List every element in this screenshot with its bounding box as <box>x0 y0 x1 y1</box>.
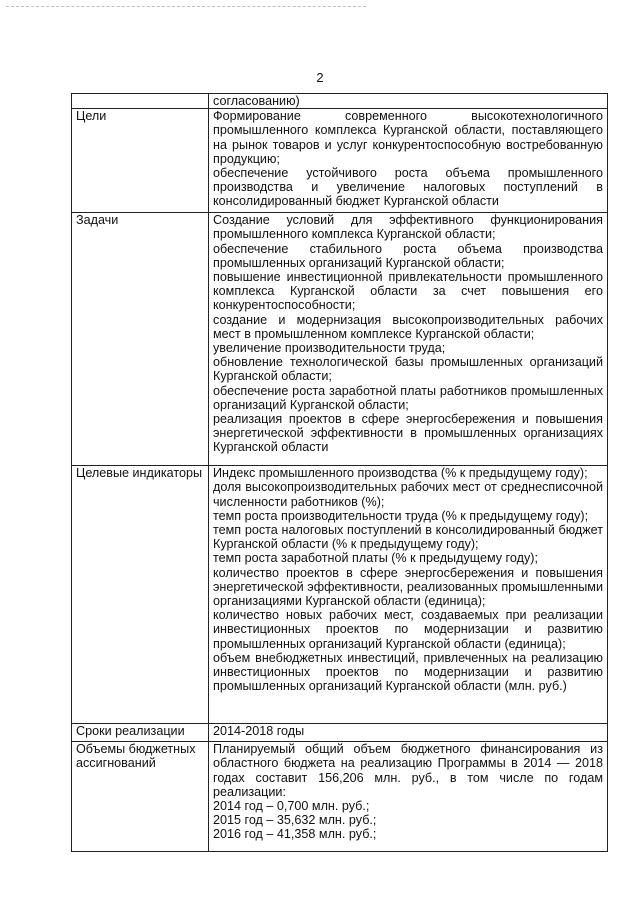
content-paragraph: Формирование современного высокотехнологичного промышленного комплекса Курганской области, поставляющего на рынок товаров и услуг конкурентоспособную востребованную продукцию; <box>213 109 603 166</box>
content-paragraph: темп роста производительности труда (% к предыдущему году); <box>213 508 589 523</box>
content-paragraph: обеспечение стабильного роста объема производства промышленных организаций Курганской области; <box>213 241 603 270</box>
table-row <box>72 94 608 109</box>
content-paragraph: обеспечение устойчивого роста объема промышленного производства и увеличение налоговых поступлений в консолидированный бюджет Курганской области <box>213 166 603 209</box>
row-content <box>209 466 608 724</box>
table-row <box>72 742 608 852</box>
table-row <box>72 466 608 724</box>
table-body <box>72 94 608 852</box>
content-paragraph: повышение инвестиционной привлекательности промышленного комплекса Курганской области за счет повышения его конкурентоспособности; <box>213 270 603 313</box>
content-paragraph: 2014-2018 годы <box>213 724 305 739</box>
row-label: Задачи <box>72 213 209 466</box>
content-paragraph: темп роста налоговых поступлений в консолидированный бюджет Курганской области (% к предыдущему году); <box>213 523 603 552</box>
table-row <box>72 213 608 466</box>
row-content <box>209 724 608 742</box>
content-paragraph: темп роста заработной платы (% к предыдущему году); <box>213 551 538 566</box>
content-paragraph: 2014 год – 0,700 млн. руб.; <box>213 799 370 814</box>
row-content <box>209 94 608 109</box>
content-paragraph: согласованию) <box>213 94 300 108</box>
row-label: Сроки реализации <box>72 724 209 742</box>
content-paragraph: количество новых рабочих мест, создаваемых при реализации инвестиционных проектов по модернизации и развитию промышленных организаций Курганской области (единица); <box>213 608 603 651</box>
table-row <box>72 109 608 213</box>
content-paragraph: объем внебюджетных инвестиций, привлеченных на реализацию инвестиционных проектов по модернизации и развитию промышленных организаций Курганской области (млн. руб.) <box>213 650 603 694</box>
page-number: 2 <box>316 70 324 85</box>
row-label <box>72 94 209 109</box>
content-paragraph: Планируемый общий объем бюджетного финансирования из областного бюджета на реализацию Программы в 2014 — 2018 годах составит 156,206 млн. руб., в том числе по годам реализации: <box>213 742 603 799</box>
content-paragraph: обновление технологической базы промышленных организаций Курганской области; <box>213 355 603 384</box>
content-paragraph: Создание условий для эффективного функционирования промышленного комплекса Курганской области; <box>213 213 603 242</box>
row-content <box>209 109 608 213</box>
content-paragraph: количество проектов в сфере энергосбережения и повышения энергетической эффективности, реализованных промышленными организациями Курганской области (единица); <box>213 565 603 609</box>
row-label: Объемы бюджетных ассигнований <box>72 742 209 852</box>
content-paragraph: доля высокопроизводительных рабочих мест от среднесписочной численности работников (%); <box>213 480 603 509</box>
content-paragraph: увеличение производительности труда; <box>213 341 446 356</box>
content-paragraph: Индекс промышленного производства (% к предыдущему году); <box>213 466 588 481</box>
content-paragraph: 2016 год – 41,358 млн. руб.; <box>213 827 377 842</box>
row-content <box>209 742 608 852</box>
program-passport-table <box>71 93 608 852</box>
row-label: Цели <box>72 109 209 213</box>
content-paragraph: создание и модернизация высокопроизводительных рабочих мест в промышленном комплексе Курганской области; <box>213 312 603 341</box>
scan-artifact-line <box>6 6 366 7</box>
content-paragraph: реализация проектов в сфере энергосбережения и повышения энергетической эффективности в промышленных организациях Курганской области <box>213 412 603 455</box>
content-paragraph: обеспечение роста заработной платы работников промышленных организаций Курганской области; <box>213 383 603 412</box>
row-content <box>209 213 608 466</box>
table-row <box>72 724 608 742</box>
content-paragraph: 2015 год – 35,632 млн. руб.; <box>213 813 377 828</box>
row-label: Целевые индикаторы <box>72 466 209 724</box>
